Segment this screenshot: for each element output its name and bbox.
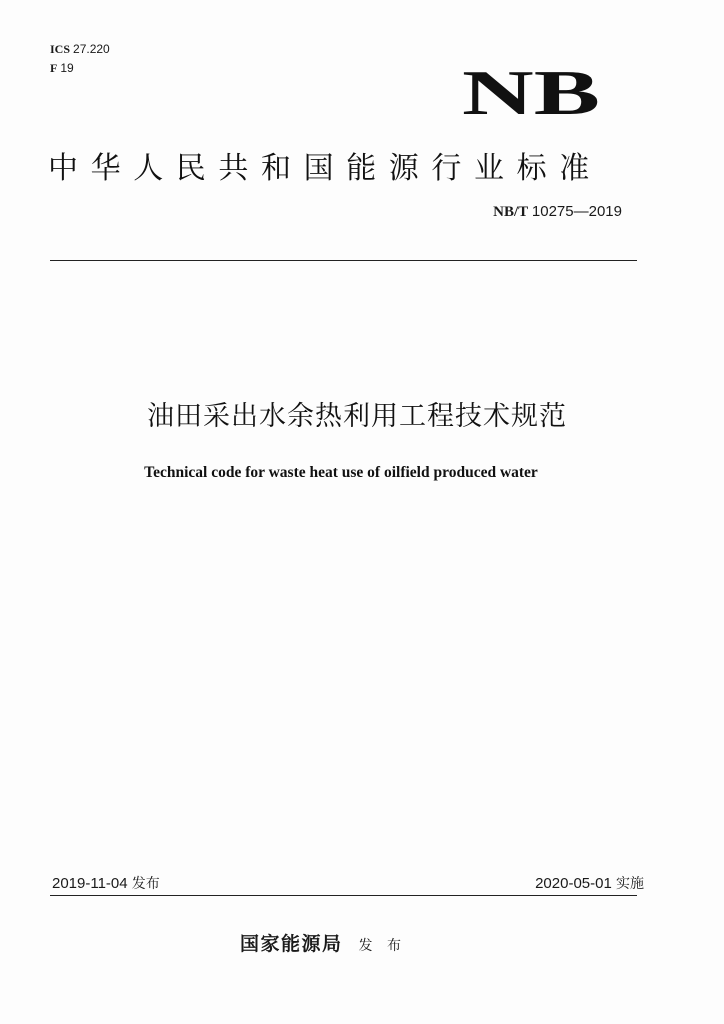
top-divider: [50, 260, 637, 261]
ccs-code-line: [50, 61, 110, 75]
standard-number: [493, 203, 622, 221]
document-title-en-text: Technical code for waste heat use of oilfield produced water: [144, 464, 538, 481]
document-title-en: [0, 464, 724, 482]
standard-prefix: NB/T: [493, 204, 529, 220]
ccs-label: F: [50, 61, 58, 75]
authority-action: 发 布: [358, 938, 406, 954]
document-title-cn: [0, 394, 724, 433]
ics-code: 27.220: [73, 42, 110, 56]
issue-date: [52, 873, 160, 893]
implementation-date: [535, 873, 644, 893]
standard-category-title: 中华人民共和国能源行业标准: [48, 151, 602, 186]
implementation-date-value: 2020-05-01: [535, 875, 612, 892]
nb-logo: [462, 62, 622, 122]
ccs-code: 19: [60, 61, 74, 75]
bottom-divider: [50, 895, 637, 896]
nb-logo-text: NB: [462, 62, 600, 122]
authority-name: 国家能源局: [240, 933, 343, 955]
standard-code: 10275—2019: [531, 203, 622, 220]
document-title-cn-text: 油田采出水余热利用工程技术规范: [147, 401, 567, 432]
issue-date-value: 2019-11-04: [52, 875, 128, 892]
issue-date-label: 发布: [131, 876, 160, 892]
issuing-authority: [240, 929, 406, 956]
ics-code-line: [50, 42, 110, 56]
classification-codes: [50, 42, 110, 80]
implementation-date-label: 实施: [616, 876, 644, 892]
ics-label: ICS: [50, 42, 71, 56]
